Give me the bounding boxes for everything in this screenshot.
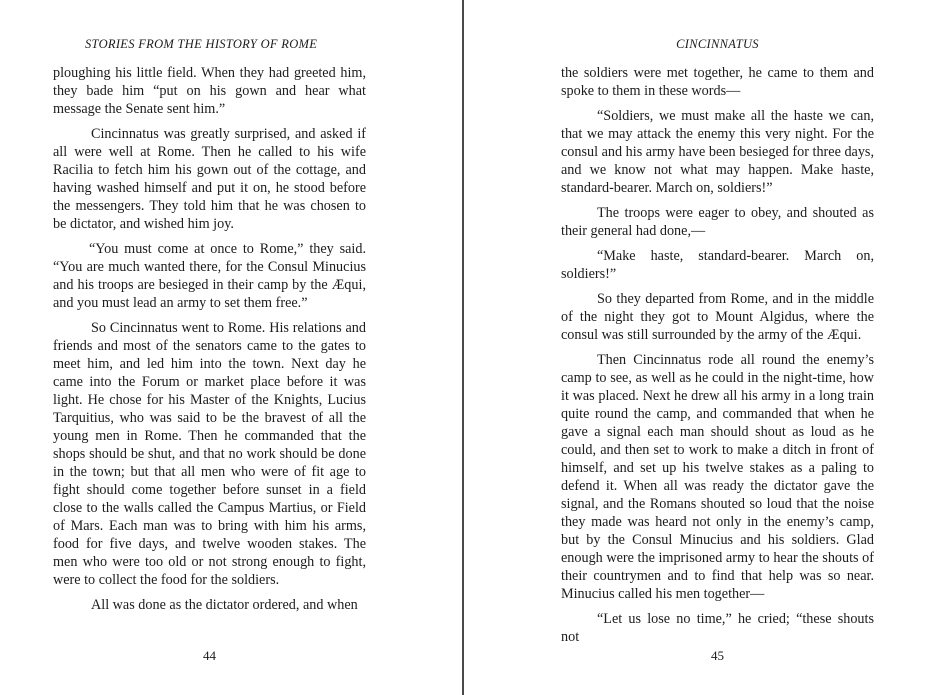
paragraph: the soldiers were met together, he came to them and spoke to them in these words—	[561, 65, 874, 99]
right-page-text	[561, 64, 874, 653]
book-spine	[462, 0, 464, 695]
paragraph: All was done as the dictator ordered, and when	[91, 597, 358, 613]
paragraph: So they departed from Rome, and in the middle of the night they got to Mount Algidus, where the consul was still surrounded by the army of the Æqui.	[561, 291, 874, 343]
page-number-right: 45	[711, 648, 724, 663]
paragraph: The troops were eager to obey, and shouted as their general had done,—	[561, 205, 874, 239]
paragraph: “You must come at once to Rome,” they said. “You are much wanted there, for the Consul Minucius and his troops are besieged in their camp by the Æqui, and you must lead an army to set them free.”	[53, 241, 366, 311]
paragraph: Cincinnatus was greatly surprised, and asked if all were well at Rome. Then he called to his wife Racilia to fetch him his gown out of the cottage, and having washed himself and put it on, he stood before the messengers. They told him that he was chosen to be dictator, and wished him joy.	[53, 126, 366, 232]
right-page	[561, 0, 874, 695]
paragraph: “Make haste, standard-bearer. March on, soldiers!”	[561, 248, 874, 282]
running-head-left: STORIES FROM THE HISTORY OF ROME	[85, 37, 318, 51]
paragraph: ploughing his little field. When they had greeted him, they bade him “put on his gown and hear what message the Senate sent him.”	[53, 65, 366, 117]
paragraph: “Let us lose no time,” he cried; “these shouts not	[561, 611, 874, 645]
paragraph: “Soldiers, we must make all the haste we can, that we may attack the enemy this very night. For the consul and his army have been besieged for three days, and we know not what may happen. Make haste, standard-bearer. March on, soldiers!”	[561, 108, 874, 196]
left-page	[53, 0, 366, 695]
paragraph: So Cincinnatus went to Rome. His relations and friends and most of the senators came to the gates to meet him, and led him into the town. Next day he came into the Forum or market place before it was light. He chose for his Master of the Knights, Lucius Tarquitius, who was said to be the bravest of all the young men in Rome. Then he commanded that the shops should be shut, and that no work should be done in the town; but that all men who were of fit age to fight should come together before sunset in a field close to the walls called the Campus Martius, or Field of Mars. Each man was to bring with him his arms, food for five days, and twelve wooden stakes. The men who were too old or not strong enough to fight, were to collect the food for the soldiers.	[53, 320, 366, 588]
left-page-text	[53, 64, 366, 621]
paragraph: Then Cincinnatus rode all round the enemy’s camp to see, as well as he could in the night-time, how it was placed. Next he drew all his army in a long train quite round the camp, and commanded that when he gave a signal each man should shout as loud as he could, and then set to work to make a ditch in front of himself, and set up his twelve stakes as a paling to defend it. When all was ready the dictator gave the signal, and the Romans shouted so loud that the noise they made was heard not only in the enemy’s camp, but by the Consul Minucius and his soldiers. Glad enough were the imprisoned army to hear the shouts of their countrymen and to find that help was so near. Minucius called his men together—	[561, 352, 874, 602]
running-head-right: CINCINNATUS	[676, 37, 759, 51]
page-number-left: 44	[203, 648, 216, 663]
